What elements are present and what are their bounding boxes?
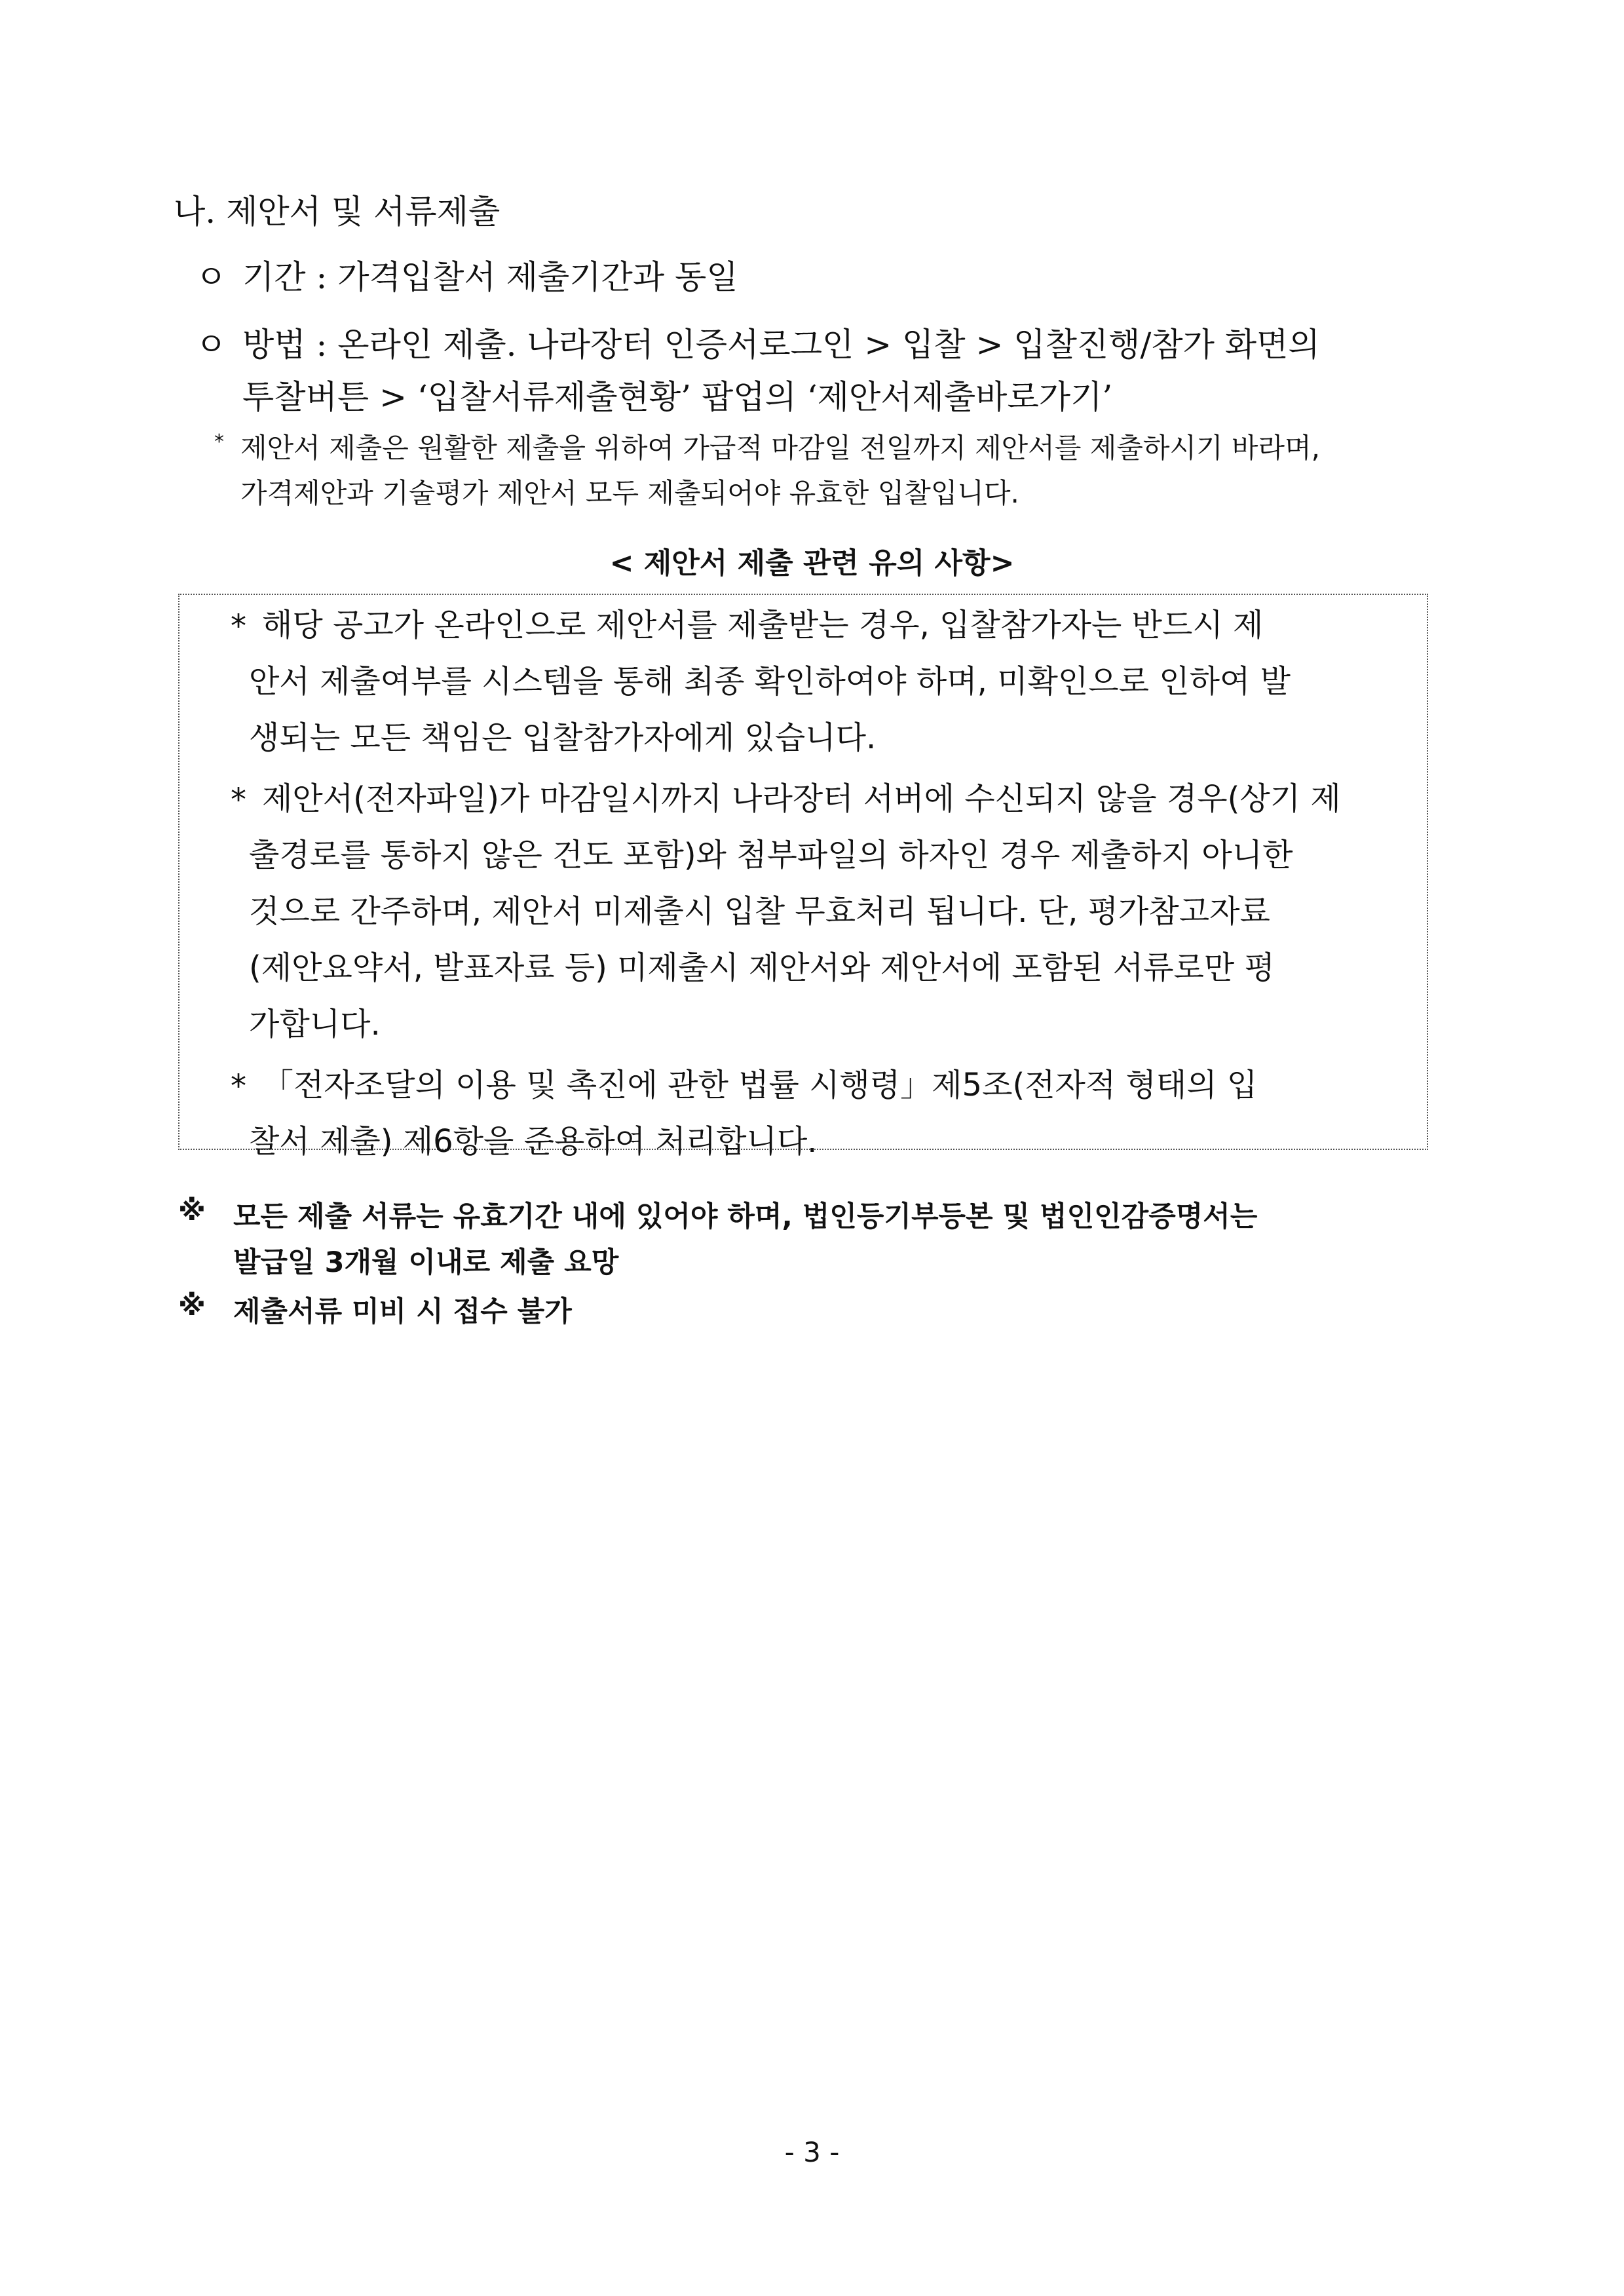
period-item (195, 251, 1505, 297)
bullet-mark: ㅇ (195, 258, 227, 296)
warning-incomplete (178, 1290, 1488, 1329)
period-text: 기간 : 가격입찰서 제출기간과 동일 (242, 258, 738, 296)
note-text-line2: 가격제안과 기술평가 제안서 모두 제출되어야 유효한 입찰입니다. (240, 477, 1019, 509)
reference-mark: ※ (178, 1195, 206, 1227)
warning-validity-line1: 모든 제출 서류는 유효기간 내에 있어야 하며, 법인등기부등본 및 법인인감증명서는 (233, 1200, 1258, 1233)
notice-item3-line2: 찰서 제출) 제6항을 준용하여 처리합니다. (249, 1123, 818, 1160)
warning-incomplete-text: 제출서류 미비 시 접수 불가 (233, 1295, 572, 1328)
reference-mark: ※ (178, 1290, 206, 1322)
section-heading: 나. 제안서 및 서류제출 (174, 193, 500, 231)
warning-validity-line2: 발급일 3개월 이내로 제출 요망 (233, 1246, 619, 1279)
notice-item2-star: * (231, 782, 246, 818)
notice-item3-line1: 「전자조달의 이용 및 촉진에 관한 법률 시행령」제5조(전자적 형태의 입 (262, 1067, 1258, 1103)
method-item (195, 318, 1505, 364)
notice-box-title: < 제안서 제출 관련 유의 사항> (609, 546, 1015, 580)
note-text-line1: 제안서 제출은 원활한 제출을 위하여 가급적 마감일 전일까지 제안서를 제출하시기 바라며, (240, 432, 1321, 464)
bullet-mark: ㅇ (195, 326, 227, 364)
notice-item2-line5: 가합니다. (249, 1006, 381, 1043)
notice-item2-line1: 제안서(전자파일)가 마감일시까지 나라장터 서버에 수신되지 않을 경우(상기 제 (262, 780, 1341, 817)
notice-item1-line2: 안서 제출여부를 시스템을 통해 최종 확인하여야 하며, 미확인으로 인하여 발 (249, 663, 1291, 700)
notice-item1-line3: 생되는 모든 책임은 입찰참가자에게 있습니다. (249, 719, 877, 756)
notice-item1-star: * (231, 608, 246, 645)
notice-item3-star: * (231, 1068, 246, 1105)
notice-item2-line4: (제안요약서, 발표자료 등) 미제출시 제안서와 제안서에 포함된 서류로만 평 (249, 949, 1275, 986)
note-star: * (214, 430, 224, 453)
warning-validity (178, 1195, 1488, 1234)
method-text-line1: 방법 : 온라인 제출. 나라장터 인증서로그인 > 입찰 > 입찰진행/참가 화면의 (242, 326, 1320, 364)
method-text-line2: 투찰버튼 > ‘입찰서류제출현황’ 팝업의 ‘제안서제출바로가기’ (242, 378, 1113, 416)
notice-item1-line1: 해당 공고가 온라인으로 제안서를 제출받는 경우, 입찰참가자는 반드시 제 (262, 607, 1264, 643)
submission-note (214, 427, 1524, 463)
notice-item2-line3: 것으로 간주하며, 제안서 미제출시 입찰 무효처리 됩니다. 단, 평가참고자료 (249, 893, 1270, 930)
page-number: - 3 - (784, 2136, 840, 2168)
notice-item2-line2: 출경로를 통하지 않은 건도 포함)와 첨부파일의 하자인 경우 제출하지 아니한 (249, 837, 1293, 873)
